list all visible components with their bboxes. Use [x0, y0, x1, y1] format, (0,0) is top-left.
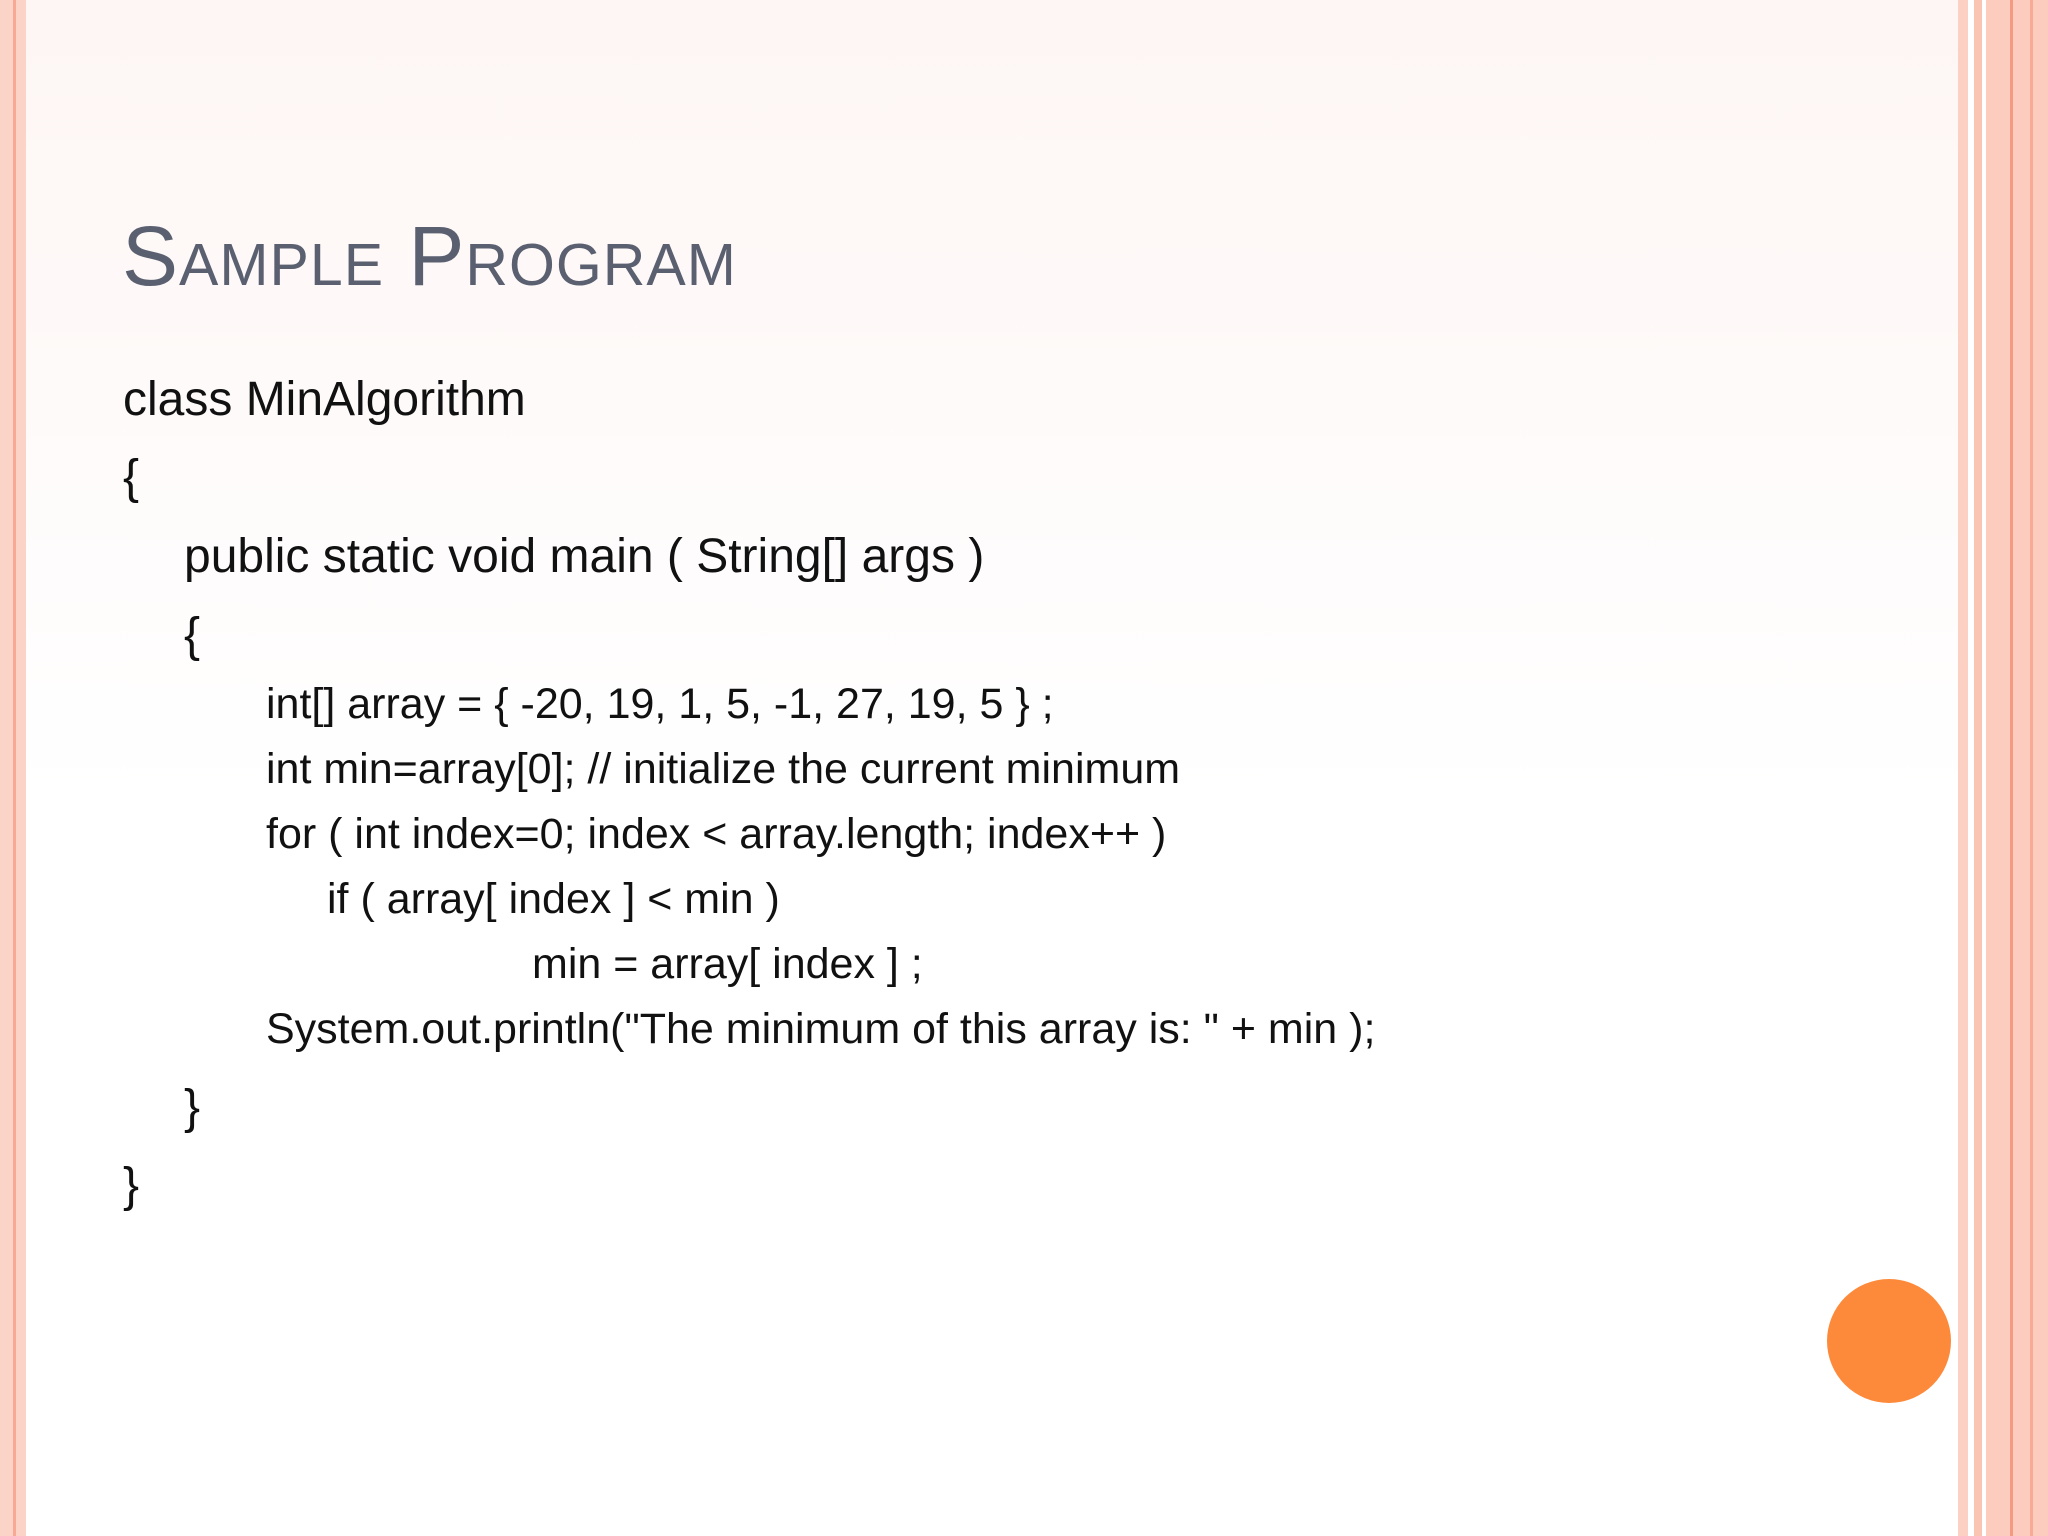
right-border-line	[2030, 0, 2033, 1536]
code-line-class-open-brace: {	[123, 451, 140, 504]
right-border-line	[2010, 0, 2013, 1536]
code-line-array-declaration: int[] array = { -20, 19, 1, 5, -1, 27, 19, 5 } ;	[266, 680, 1054, 728]
code-line-min-assignment: min = array[ index ] ;	[532, 940, 923, 988]
left-border-line	[13, 0, 16, 1536]
code-line-main-open-brace: {	[184, 609, 201, 662]
accent-circle	[1827, 1279, 1951, 1403]
code-line-main-signature: public static void main ( String[] args )	[184, 530, 985, 583]
code-line-main-close-brace: }	[184, 1081, 201, 1134]
slide-title: Sample Program	[122, 209, 737, 303]
right-border-band	[1986, 0, 2048, 1536]
code-line-for-loop: for ( int index=0; index < array.length; index++ )	[266, 810, 1167, 858]
code-line-class-close-brace: }	[123, 1159, 140, 1212]
code-line-println: System.out.println("The minimum of this array is: " + min );	[266, 1005, 1376, 1053]
code-line-if-condition: if ( array[ index ] < min )	[327, 875, 780, 923]
right-border-stripe	[1974, 0, 1982, 1536]
code-line-min-init: int min=array[0]; // initialize the current minimum	[266, 745, 1181, 793]
code-line-class-declaration: class MinAlgorithm	[123, 373, 526, 426]
right-border-stripe	[1958, 0, 1968, 1536]
